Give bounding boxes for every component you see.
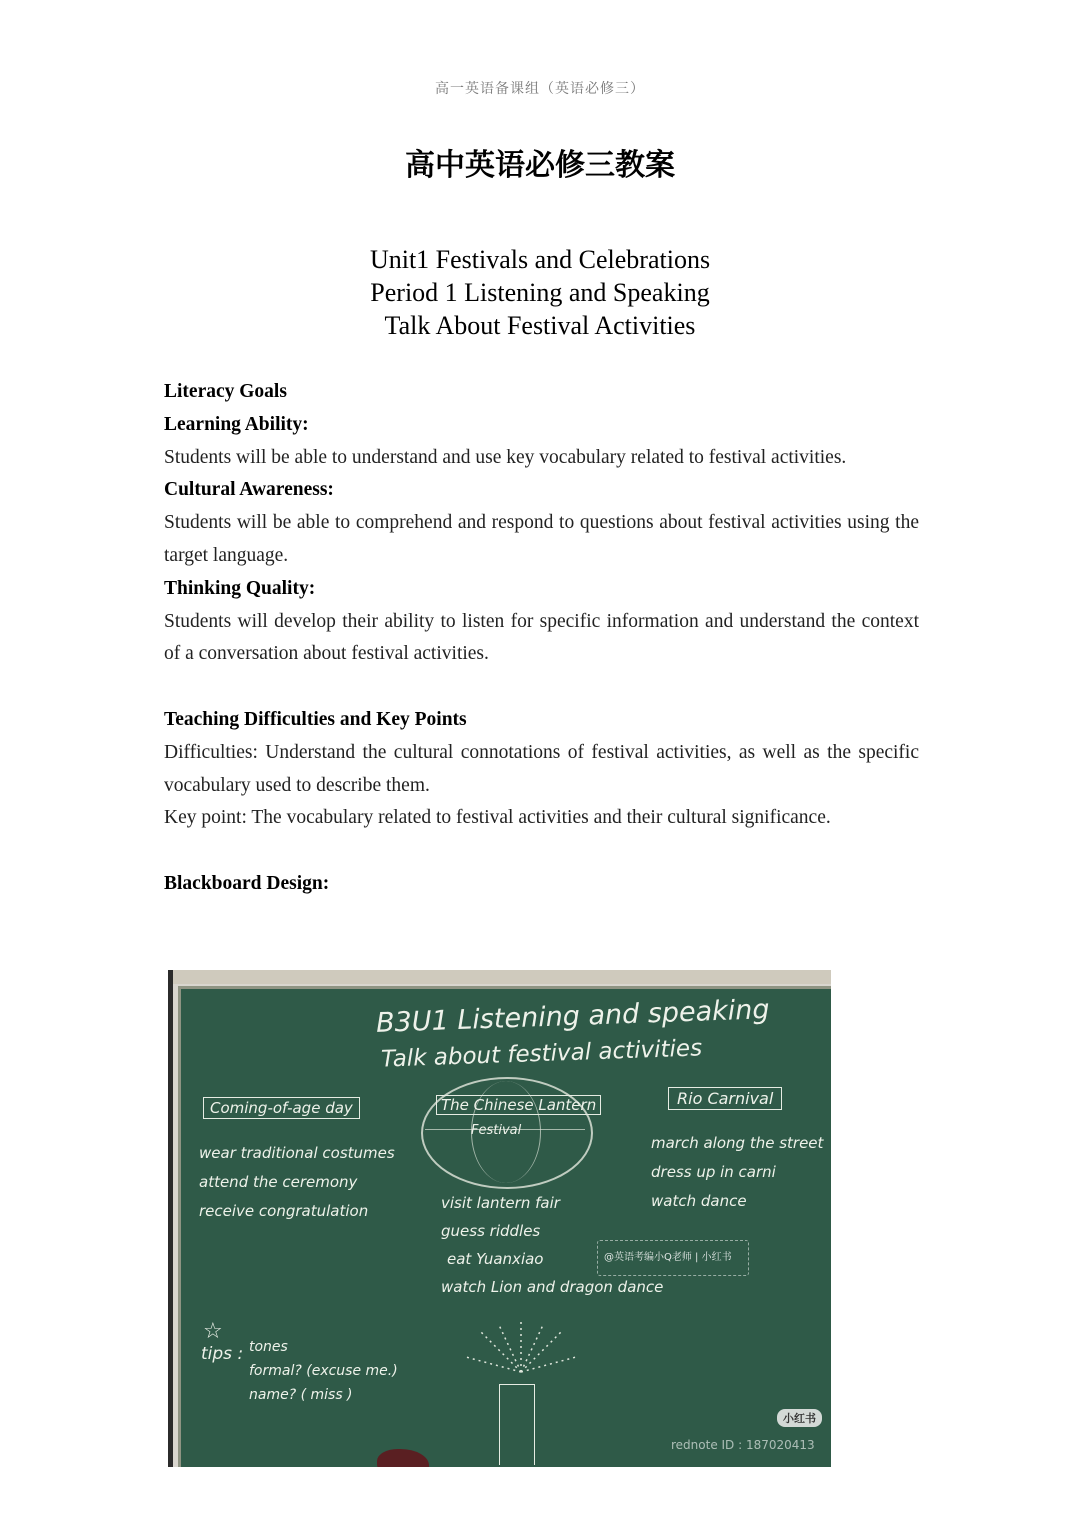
blackboard-design-heading: Blackboard Design: — [164, 872, 330, 894]
chalkboard — [178, 986, 831, 1467]
board-title-line1: B3U1 Listening and speaking — [375, 994, 771, 1039]
list-item: attend the ceremony — [199, 1173, 358, 1191]
cultural-awareness-heading: Cultural Awareness: — [164, 479, 334, 501]
list-item: name? ( miss ) — [249, 1387, 353, 1403]
eraser-cloth — [377, 1449, 429, 1467]
difficulties-text: Difficulties: Understand the cultural connotations of festival activities, as well as the specific vocabulary used to describe them. — [164, 741, 919, 796]
rio-carnival-box: Rio Carnival — [668, 1087, 782, 1110]
candle-drawing — [499, 1384, 535, 1465]
list-item: watch dance — [651, 1192, 747, 1210]
list-item: watch Lion and dragon dance — [441, 1278, 664, 1296]
list-item: visit lantern fair — [441, 1194, 560, 1212]
list-item: eat Yuanxiao — [447, 1250, 544, 1268]
literacy-goals-heading: Literacy Goals — [164, 381, 287, 402]
coming-of-age-box: Coming-of-age day — [203, 1097, 360, 1119]
coming-of-age-list — [199, 1139, 395, 1226]
learning-ability-heading: Learning Ability: — [164, 413, 309, 435]
tips-list — [249, 1335, 398, 1407]
key-point-text: Key point: The vocabulary related to festival activities and their cultural significance. — [164, 807, 831, 829]
spacer — [164, 671, 919, 704]
list-item: dress up in carni — [651, 1163, 776, 1181]
board-frame — [168, 970, 831, 984]
xiaohongshu-badge: 小红书 — [777, 1409, 822, 1427]
difficulties-heading: Teaching Difficulties and Key Points — [164, 708, 467, 730]
learning-ability-text: Students will be able to understand and use key vocabulary related to festival activities. — [164, 446, 847, 468]
lantern-festival-box: The Chinese Lantern — [436, 1095, 601, 1115]
topic-line: Talk About Festival Activities — [384, 311, 696, 340]
list-item: march along the street — [651, 1134, 824, 1152]
lesson-content — [164, 376, 919, 901]
board-title-line2: Talk about festival activities — [380, 1035, 703, 1073]
thinking-quality-heading: Thinking Quality: — [164, 577, 316, 599]
list-item: tones — [249, 1339, 288, 1355]
document-title: 高中英语必修三教案 — [405, 148, 675, 183]
firework-drawing — [461, 1317, 581, 1377]
rednote-id: rednote ID : 187020413 — [671, 1438, 815, 1452]
lantern-festival-label: Festival — [471, 1123, 522, 1138]
tips-label: tips : — [201, 1344, 244, 1364]
unit-line: Unit1 Festivals and Celebrations — [369, 245, 711, 274]
list-item: receive congratulation — [199, 1202, 369, 1220]
list-item: wear traditional costumes — [199, 1144, 395, 1162]
list-item: guess riddles — [441, 1222, 541, 1240]
board-edge — [168, 970, 173, 1467]
period-line: Period 1 Listening and Speaking — [370, 278, 710, 307]
rio-carnival-list — [651, 1129, 823, 1216]
running-header: 高一英语备课组（英语必修三） — [435, 81, 645, 97]
watermark-text: @英语考编小Q老师 | 小红书 — [604, 1252, 732, 1263]
spacer — [164, 835, 919, 868]
cultural-awareness-text: Students will be able to comprehend and respond to questions about festival activities using the target language. — [164, 512, 919, 566]
unit-heading-block — [0, 243, 1080, 342]
star-icon: ☆ — [203, 1319, 223, 1344]
list-item: formal? (excuse me.) — [249, 1363, 398, 1379]
blackboard-photo — [168, 970, 831, 1467]
thinking-quality-text: Students will develop their ability to listen for specific information and understand the context of a conversation about festival activities. — [164, 610, 919, 665]
